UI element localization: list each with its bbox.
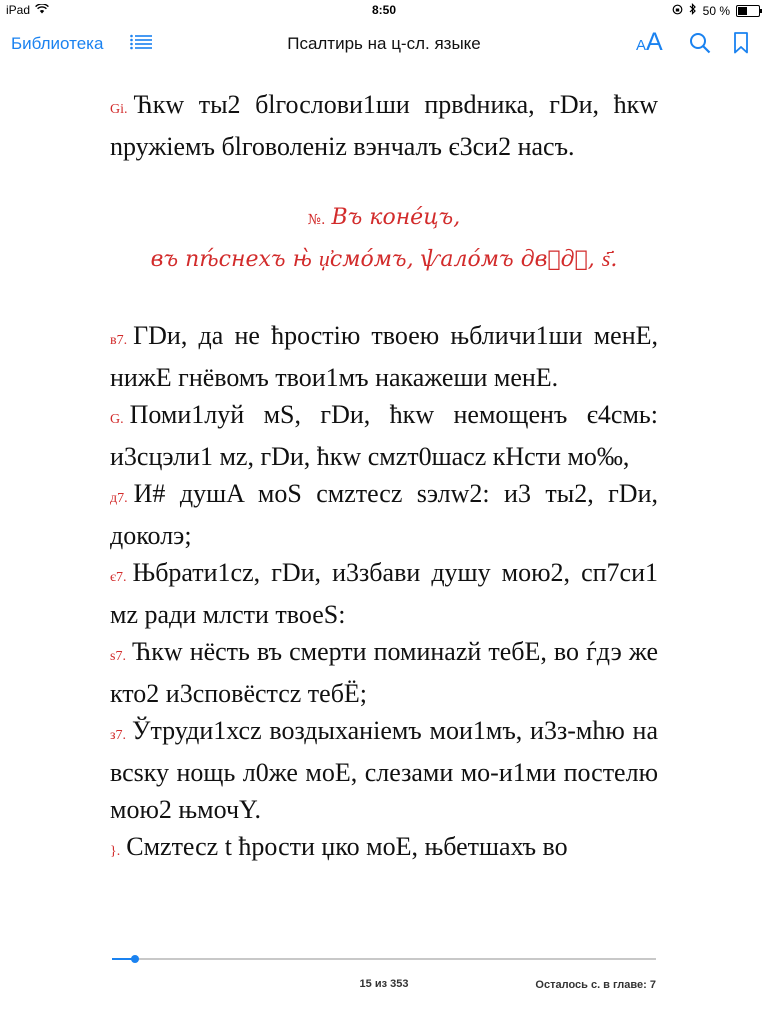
reading-area[interactable] [110, 86, 658, 870]
verse [110, 317, 658, 396]
battery-percent: 50 % [702, 3, 730, 18]
verse-number: д7. [110, 491, 128, 506]
verse-number: }. [110, 844, 121, 859]
heading-line-1 [110, 198, 658, 240]
chapter-remaining: Осталось с. в главе: 7 [535, 979, 656, 991]
book-title: Псалтирь на ц-сл. языке [287, 34, 481, 53]
verse-number: в7. [110, 333, 128, 348]
verse [110, 396, 658, 475]
verse-text: Поми1луй мS, гDи, ћкw немощенъ є4смь: и3сцэли1 мz, гDи, ћкw смzт0шасz кHсти мо‰, [110, 400, 658, 471]
font-small-label: A [636, 37, 647, 54]
status-right [672, 3, 760, 18]
library-back-button[interactable]: Библиотека [11, 34, 104, 53]
device-name: iPad [6, 3, 31, 17]
verse [110, 633, 658, 712]
page-slider-knob[interactable] [131, 955, 139, 963]
verse-text: И# душA моS смzтесz sэлw2: и3 ты2, гDи, доколэ; [110, 479, 658, 550]
verse-text: Ћкw нёсть въ смерти поминazй тебE, во ѓдэ же кто2 и3сповёстсz тебЁ; [110, 637, 658, 708]
verse [110, 475, 658, 554]
verse-text: Ћкw ты2 бlгослови1ши првdника, гDи, ћкw nружіемъ бlговоленіz вэнчалъ є3си2 насъ. [110, 90, 658, 161]
lock-rotation-icon [672, 4, 683, 18]
battery-level [738, 7, 747, 15]
bookmark-icon[interactable] [733, 32, 749, 54]
heading-number: №. [307, 212, 326, 228]
verse-number: Gi. [110, 102, 128, 117]
battery-icon [736, 5, 760, 17]
verse [110, 828, 658, 870]
verse [110, 554, 658, 633]
verse [110, 86, 658, 165]
verse [110, 712, 658, 828]
verse-number: з7. [110, 728, 127, 743]
verse-number: G. [110, 412, 124, 427]
verse-text: Њбрати1сz, гDи, и3збави душу мою2, сп7си1 мz ради млсти твоеS: [110, 558, 658, 629]
status-time: 8:50 [371, 3, 397, 17]
bluetooth-icon [689, 3, 697, 18]
page-slider[interactable] [112, 958, 656, 960]
heading-line-2: въ пѣ́снехъ њ̀ џ҆смóмъ, ѱалóмъ двⷣдꙋ, ѕ҃. [150, 247, 618, 272]
page-counter: 15 из 353 [359, 978, 409, 990]
status-bar [0, 0, 768, 20]
verse-text: ГDи, да не ћростію твоею њбличи1ши менE, нижE гнёвомъ твои1мъ накажеши менE. [110, 321, 658, 392]
search-icon[interactable] [689, 32, 711, 54]
verse-text: Смzтесz t ћрости џко моE, њбетшахъ во [126, 832, 568, 861]
verse-number: ѕ7. [110, 649, 126, 664]
psalm-heading [110, 198, 658, 280]
verse-number: є7. [110, 570, 127, 585]
nav-bar [0, 22, 768, 66]
verse-text: Ўтруди1хсz воздыханіемъ мои1мъ, и3з-мhю на всsку нощь л0же моE, слезами мо-и1ми постелю мою2 њмочY. [110, 716, 658, 824]
font-size-icon[interactable] [636, 28, 663, 57]
font-big-label: A [646, 28, 663, 56]
heading-text-1: Въ конéцъ, [331, 205, 461, 230]
